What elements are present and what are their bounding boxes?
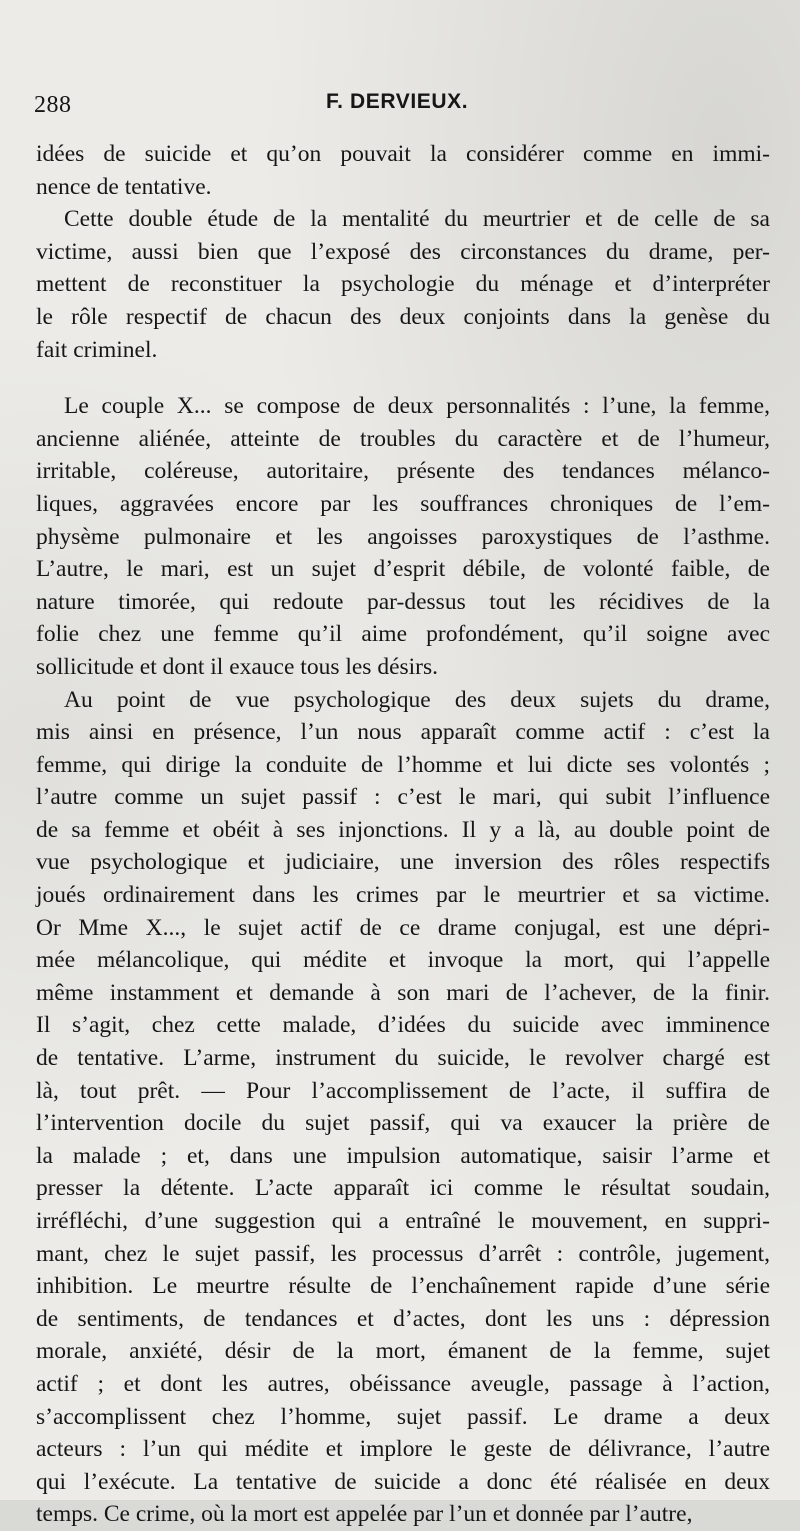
paragraph [36,684,770,1531]
text-line: liques, aggravées encore par les souffrances chroniques de l’em- [36,490,770,517]
text-line: acteurs : l’un qui médite et implore le geste de délivrance, l’autre [36,1436,770,1463]
text-line: le rôle respectif de chacun des deux conjoints dans la genèse du [36,303,770,330]
text-line: qui l’exécute. La tentative de suicide a donc été réalisée en deux [36,1468,770,1495]
paragraph [36,390,770,683]
text-line: temps. Ce crime, où la mort est appelée par l’un et donnée par l’autre, [36,1501,693,1528]
text-line: Au point de vue psychologique des deux sujets du drame, [64,686,770,713]
text-line: Or Mme X..., le sujet actif de ce drame conjugal, est une dépri- [36,914,770,941]
text-line: de tentative. L’arme, instrument du suicide, le revolver chargé est [36,1045,770,1072]
paragraph [36,138,770,203]
text-line: ancienne aliénée, atteinte de troubles du caractère et de l’humeur, [36,425,770,452]
text-line: victime, aussi bien que l’exposé des circonstances du drame, per- [36,238,770,265]
text-line: l’intervention docile du sujet passif, qui va exaucer la prière de [36,1110,770,1137]
text-line: fait criminel. [36,336,158,363]
text-line: mant, chez le sujet passif, les processus d’arrêt : contrôle, jugement, [36,1240,770,1267]
text-line: là, tout prêt. — Pour l’accomplissement de l’acte, il suffira de [36,1077,770,1104]
text-line: la malade ; et, dans une impulsion automatique, saisir l’arme et [36,1142,770,1169]
text-line: joués ordinairement dans les crimes par le meurtrier et sa victime. [36,882,770,909]
text-line: idées de suicide et qu’on pouvait la considérer comme en immi- [36,141,770,167]
text-line: nence de tentative. [36,173,212,200]
text-line: actif ; et dont les autres, obéissance aveugle, passage à l’action, [36,1370,770,1397]
text-line: même instamment et demande à son mari de l’achever, de la finir. [36,979,770,1006]
text-line: Il s’agit, chez cette malade, d’idées du suicide avec imminence [36,1012,770,1039]
text-line: physème pulmonaire et les angoisses paroxystiques de l’asthme. [36,523,770,550]
text-line: Le couple X... se compose de deux personnalités : l’une, la femme, [64,393,770,420]
text-line: morale, anxiété, désir de la mort, émanent de la femme, sujet [36,1338,770,1365]
text-line: presser la détente. L’acte apparaît ici comme le résultat soudain, [36,1175,770,1202]
text-line: folie chez une femme qu’il aime profondément, qu’il soigne avec [36,621,770,648]
text-line: mée mélancolique, qui médite et invoque la mort, qui l’appelle [36,947,770,974]
text-line: mis ainsi en présence, l’un nous apparaît comme actif : c’est la [36,719,770,746]
text-line: inhibition. Le meurtre résulte de l’enchaînement rapide d’une série [36,1273,770,1300]
body-text [36,138,770,1531]
text-line: irritable, coléreuse, autoritaire, présente des tendances mélanco- [36,458,770,485]
text-line: L’autre, le mari, est un sujet d’esprit débile, de volonté faible, de [36,556,770,583]
running-title: F. DERVIEUX. [326,90,469,113]
paragraph [36,203,770,366]
text-line: s’accomplissent chez l’homme, sujet passif. Le drame a deux [36,1403,770,1430]
paragraph-gap [36,366,770,390]
running-head [34,88,760,122]
text-line: mettent de reconstituer la psychologie du ménage et d’interpréter [36,271,770,298]
text-line: femme, qui dirige la conduite de l’homme et lui dicte ses volontés ; [36,751,770,778]
text-line: Cette double étude de la mentalité du meurtrier et de celle de sa [64,206,770,233]
text-line: vue psychologique et judiciaire, une inversion des rôles respectifs [36,849,770,876]
text-line: de sa femme et obéit à ses injonctions. Il y a là, au double point de [36,816,770,843]
text-line: sollicitude et dont il exauce tous les désirs. [36,653,439,680]
text-line: irréfléchi, d’une suggestion qui a entraîné le mouvement, en suppri- [36,1208,770,1234]
text-line: de sentiments, de tendances et d’actes, dont les uns : dépression [36,1305,770,1332]
page-number: 288 [34,92,72,118]
text-line: nature timorée, qui redoute par-dessus tout les récidives de la [36,588,770,615]
text-line: l’autre comme un sujet passif : c’est le mari, qui subit l’influence [36,784,770,811]
